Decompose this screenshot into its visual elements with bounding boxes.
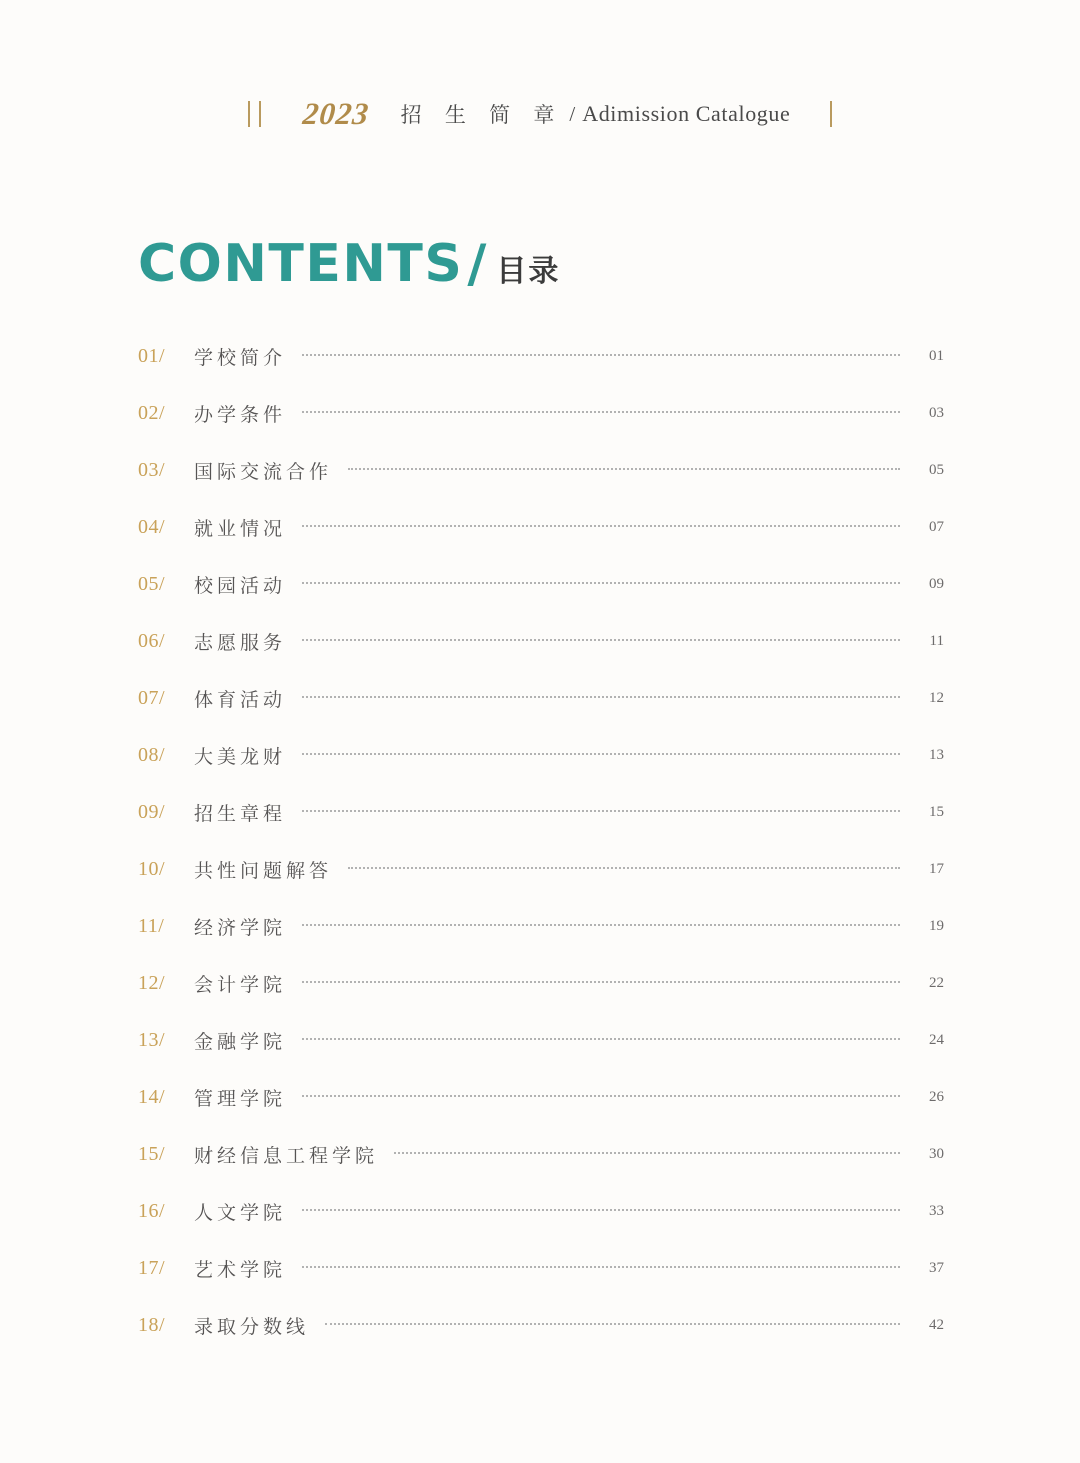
toc-leader-dots	[302, 1094, 900, 1097]
toc-entry[interactable]	[138, 1126, 944, 1183]
page-title-slash: /	[467, 234, 487, 294]
toc-entry-number: 02/	[138, 402, 166, 424]
toc-entry-page: 24	[929, 1032, 944, 1048]
toc-leader-dots	[302, 980, 900, 983]
toc-entry[interactable]	[138, 898, 944, 955]
toc-entry[interactable]	[138, 670, 944, 727]
toc-entry-page: 03	[929, 405, 944, 421]
toc-entry-number: 05/	[138, 573, 166, 595]
toc-entry[interactable]	[138, 1183, 944, 1240]
toc-entry[interactable]	[138, 1069, 944, 1126]
toc-leader-dots	[348, 866, 900, 869]
toc-entry-number: 14/	[138, 1086, 166, 1108]
toc-leader-dots	[302, 923, 900, 926]
toc-leader-dots	[302, 410, 900, 413]
toc-leader-dots	[325, 1322, 900, 1325]
toc-entry-page: 30	[929, 1146, 944, 1162]
toc-entry[interactable]	[138, 442, 944, 499]
toc-entry-page: 37	[929, 1260, 944, 1276]
running-header	[0, 96, 1080, 132]
toc-entry-number: 03/	[138, 459, 166, 481]
toc-entry-number: 12/	[138, 972, 166, 994]
page-title-en: CONTENTS	[138, 234, 464, 294]
toc-entry-label: 招生章程	[194, 804, 287, 825]
header-title-en: Adimission Catalogue	[582, 101, 791, 126]
toc-leader-dots	[302, 1208, 900, 1211]
toc-entry-label: 金融学院	[194, 1032, 287, 1053]
toc-entry-label: 体育活动	[194, 690, 287, 711]
toc-leader-dots	[302, 695, 900, 698]
toc-entry-label: 学校简介	[194, 348, 287, 369]
header-title-cn: 招 生 简 章	[400, 103, 564, 127]
toc-entry-page: 26	[929, 1089, 944, 1105]
toc-entry-number: 08/	[138, 744, 166, 766]
toc-leader-dots	[302, 638, 900, 641]
toc-entry-page: 05	[929, 462, 944, 478]
page-title-cn: 目录	[496, 255, 561, 288]
toc-entry[interactable]	[138, 499, 944, 556]
toc-entry[interactable]	[138, 841, 944, 898]
toc-entry-page: 22	[929, 975, 944, 991]
toc-entry-page: 01	[929, 348, 944, 364]
toc-entry-page: 09	[929, 576, 944, 592]
toc-entry[interactable]	[138, 727, 944, 784]
toc-entry[interactable]	[138, 613, 944, 670]
toc-entry-number: 06/	[138, 630, 166, 652]
header-separator: /	[569, 101, 576, 126]
header-rule-right-icon	[830, 101, 832, 127]
toc-leader-dots	[394, 1151, 900, 1154]
toc-entry-label: 校园活动	[194, 576, 287, 597]
toc-entry-label: 会计学院	[194, 975, 287, 996]
toc-leader-dots	[302, 524, 900, 527]
toc-entry-page: 12	[929, 690, 944, 706]
toc-entry-label: 艺术学院	[194, 1260, 287, 1281]
toc-entry-number: 07/	[138, 687, 166, 709]
toc-entry[interactable]	[138, 1297, 944, 1354]
toc-entry-number: 11/	[138, 915, 165, 937]
toc-entry-label: 财经信息工程学院	[194, 1146, 379, 1167]
toc-entry-number: 13/	[138, 1029, 166, 1051]
toc-entry-label: 大美龙财	[194, 747, 287, 768]
toc-leader-dots	[302, 1265, 900, 1268]
toc-entry[interactable]	[138, 784, 944, 841]
toc-leader-dots	[302, 809, 900, 812]
toc-entry[interactable]	[138, 385, 944, 442]
toc-entry-page: 11	[929, 633, 944, 649]
toc-entry-label: 共性问题解答	[194, 861, 333, 882]
header-year: 2023	[300, 96, 371, 131]
toc-entry-label: 办学条件	[194, 405, 287, 426]
toc-leader-dots	[302, 353, 900, 356]
toc-entry-page: 13	[929, 747, 944, 763]
toc-entry-label: 志愿服务	[194, 633, 287, 654]
toc-entry-page: 17	[929, 861, 944, 877]
toc-entry-number: 18/	[138, 1314, 166, 1336]
toc-entry[interactable]	[138, 328, 944, 385]
toc-leader-dots	[348, 467, 900, 470]
toc-leader-dots	[302, 752, 900, 755]
toc-leader-dots	[302, 1037, 900, 1040]
toc-entry[interactable]	[138, 1012, 944, 1069]
toc-leader-dots	[302, 581, 900, 584]
header-rule-left-icon	[248, 101, 261, 127]
toc-entry-page: 19	[929, 918, 944, 934]
toc-entry[interactable]	[138, 556, 944, 613]
page-title	[138, 234, 561, 294]
toc-entry-page: 42	[929, 1317, 944, 1333]
toc-entry-number: 04/	[138, 516, 166, 538]
toc-entry-page: 15	[929, 804, 944, 820]
toc-entry-number: 17/	[138, 1257, 166, 1279]
table-of-contents	[138, 328, 944, 1354]
toc-entry-label: 就业情况	[194, 519, 287, 540]
toc-entry-label: 录取分数线	[194, 1317, 310, 1338]
toc-entry-number: 15/	[138, 1143, 166, 1165]
toc-entry-page: 33	[929, 1203, 944, 1219]
toc-entry-label: 国际交流合作	[194, 462, 333, 483]
toc-entry[interactable]	[138, 955, 944, 1012]
toc-entry-number: 09/	[138, 801, 166, 823]
toc-entry-page: 07	[929, 519, 944, 535]
toc-entry-number: 10/	[138, 858, 166, 880]
toc-entry-label: 管理学院	[194, 1089, 287, 1110]
toc-entry-label: 人文学院	[194, 1203, 287, 1224]
toc-entry-number: 01/	[138, 345, 166, 367]
toc-entry[interactable]	[138, 1240, 944, 1297]
toc-entry-number: 16/	[138, 1200, 166, 1222]
toc-entry-label: 经济学院	[194, 918, 287, 939]
